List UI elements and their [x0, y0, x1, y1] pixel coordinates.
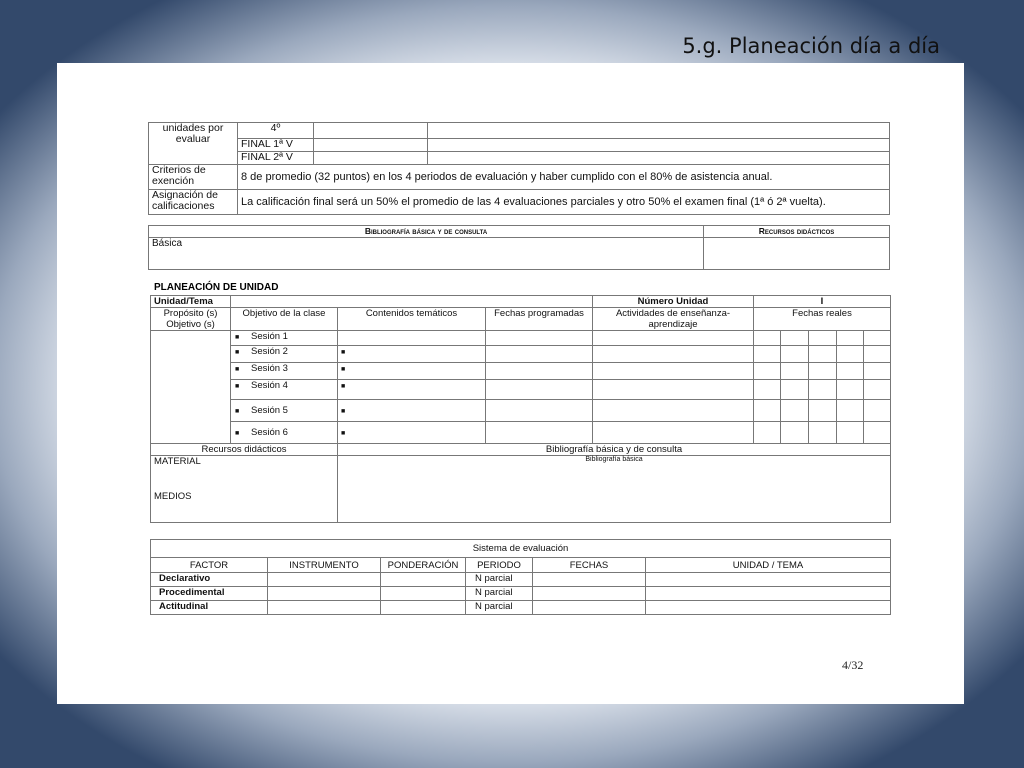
empty-cell [533, 573, 646, 587]
empty-cell [809, 400, 837, 422]
numero-unidad-label: Número Unidad [593, 296, 754, 308]
session-label: Sesión 5 [251, 404, 288, 416]
empty-cell [781, 346, 809, 363]
material-label: MATERIAL [154, 456, 201, 467]
evaluation-units-table [148, 122, 890, 215]
empty-cell [486, 331, 593, 346]
factor-cell: Declarativo [151, 573, 268, 587]
recursos-header: Recursos didácticos [704, 226, 890, 238]
factor-header: FACTOR [151, 558, 268, 573]
recursos-didacticos-header: Recursos didácticos [151, 444, 338, 456]
empty-cell [837, 422, 864, 444]
unit-row-2: FINAL 1ª V [238, 139, 314, 152]
empty-cell [809, 363, 837, 380]
empty-cell [593, 331, 754, 346]
empty-cell [837, 380, 864, 400]
fechas-programadas-header: Fechas programadas [486, 308, 593, 331]
contenidos-cell: ■ [338, 380, 486, 400]
contenidos-cell: ■ [338, 422, 486, 444]
empty-cell [864, 363, 891, 380]
empty-cell [837, 400, 864, 422]
empty-cell [486, 346, 593, 363]
periodo-cell: N parcial [466, 573, 533, 587]
unidades-label: unidades por evaluar [149, 123, 238, 165]
empty-cell [593, 380, 754, 400]
objetivo-header: Objetivo de la clase [231, 308, 338, 331]
empty-cell [428, 139, 890, 152]
periodo-cell: N parcial [466, 587, 533, 601]
factor-cell: Procedimental [151, 587, 268, 601]
session-label: Sesión 4 [251, 380, 288, 391]
criterios-label: Criterios de exención [149, 165, 238, 190]
proposito-header: Propósito (s) Objetivo (s) [151, 308, 231, 331]
ponderacion-header: PONDERACIÓN [381, 558, 466, 573]
empty-cell [754, 422, 781, 444]
empty-cell [864, 346, 891, 363]
empty-cell [864, 380, 891, 400]
medios-label: MEDIOS [154, 491, 192, 502]
fechas-header: FECHAS [533, 558, 646, 573]
unit-row-3: FINAL 2ª V [238, 152, 314, 165]
bibliografia-small-label: Bibliografía básica [338, 456, 891, 523]
fechas-reales-header: Fechas reales [754, 308, 891, 331]
bibliografia-header: Bibliografía básica y de consulta [338, 444, 891, 456]
actividades-header: Actividades de enseñanza-aprendizaje [593, 308, 754, 331]
empty-cell [314, 152, 428, 165]
empty-cell [486, 363, 593, 380]
session-label: Sesión 2 [251, 346, 288, 357]
biblio-header: Bibliografía básica y de consulta [149, 226, 704, 238]
empty-cell [781, 331, 809, 346]
empty-cell [593, 400, 754, 422]
empty-cell [864, 422, 891, 444]
session-cell: ■ Sesión 4 [231, 380, 338, 400]
asignacion-label: Asignación de calificaciones [149, 190, 238, 215]
asignacion-text: La calificación final será un 50% el promedio de las 4 evaluaciones parciales y otro 50% el examen final (1ª ó 2ª vuelta). [238, 190, 890, 215]
empty-cell [486, 422, 593, 444]
session-cell: ■ Sesión 3 [231, 363, 338, 380]
evaluation-system-table [150, 539, 891, 615]
empty-cell [704, 238, 890, 270]
page-number: 4/32 [842, 658, 864, 672]
empty-cell [533, 601, 646, 615]
periodo-cell: N parcial [466, 601, 533, 615]
empty-cell [268, 587, 381, 601]
session-label: Sesión 6 [251, 426, 288, 438]
planeacion-heading: PLANEACIÓN DE UNIDAD [154, 282, 279, 293]
empty-cell [781, 363, 809, 380]
basica-label: Básica [149, 238, 704, 270]
empty-cell [593, 422, 754, 444]
sistema-evaluacion-title: Sistema de evaluación [151, 540, 891, 558]
proposito-cell [151, 331, 231, 444]
empty-cell [809, 346, 837, 363]
empty-cell [754, 380, 781, 400]
contenidos-cell: ■ [338, 363, 486, 380]
empty-cell [837, 363, 864, 380]
empty-cell [486, 400, 593, 422]
periodo-header: PERIODO [466, 558, 533, 573]
session-cell: ■ Sesión 6 [231, 422, 338, 444]
empty-cell [864, 331, 891, 346]
empty-cell [268, 573, 381, 587]
empty-cell [809, 422, 837, 444]
session-label: Sesión 1 [251, 331, 288, 342]
criterios-text: 8 de promedio (32 puntos) en los 4 periodos de evaluación y haber cumplido con el 80% de asistencia anual. [238, 165, 890, 190]
unidad-tema-header: UNIDAD / TEMA [646, 558, 891, 573]
empty-cell [837, 331, 864, 346]
instrumento-header: INSTRUMENTO [268, 558, 381, 573]
session-cell: ■ Sesión 5 [231, 400, 338, 422]
empty-cell [781, 422, 809, 444]
empty-cell [754, 400, 781, 422]
empty-cell [754, 346, 781, 363]
empty-cell [381, 601, 466, 615]
contenidos-cell: ■ [338, 346, 486, 363]
empty-cell [533, 587, 646, 601]
unidad-tema-label: Unidad/Tema [151, 296, 231, 308]
empty-cell [781, 400, 809, 422]
unit-planning-table [150, 295, 891, 523]
factor-cell: Actitudinal [151, 601, 268, 615]
empty-cell [428, 123, 890, 139]
empty-cell [381, 587, 466, 601]
empty-cell [809, 331, 837, 346]
empty-cell [646, 601, 891, 615]
contenidos-cell [338, 331, 486, 346]
empty-cell [486, 380, 593, 400]
empty-cell [864, 400, 891, 422]
empty-cell [781, 380, 809, 400]
empty-cell [268, 601, 381, 615]
slide-title: 5.g. Planeación día a día [682, 34, 940, 58]
contenidos-cell: ■ [338, 400, 486, 422]
empty-cell [314, 123, 428, 139]
empty-cell [646, 587, 891, 601]
empty-cell [593, 346, 754, 363]
empty-cell [381, 573, 466, 587]
session-label: Sesión 3 [251, 363, 288, 374]
empty-cell [754, 331, 781, 346]
empty-cell [314, 139, 428, 152]
empty-cell [428, 152, 890, 165]
document-page [57, 63, 964, 704]
unit-row-1: 4º [238, 123, 314, 139]
session-cell: ■ Sesión 2 [231, 346, 338, 363]
contenidos-header: Contenidos temáticos [338, 308, 486, 331]
empty-cell [837, 346, 864, 363]
session-cell: ■ Sesión 1 [231, 331, 338, 346]
empty-cell [593, 363, 754, 380]
empty-cell [809, 380, 837, 400]
material-medios-cell [151, 456, 338, 523]
empty-cell [754, 363, 781, 380]
unidad-tema-value [231, 296, 593, 308]
empty-cell [646, 573, 891, 587]
numero-unidad-value: I [754, 296, 891, 308]
bibliography-table [148, 225, 890, 270]
